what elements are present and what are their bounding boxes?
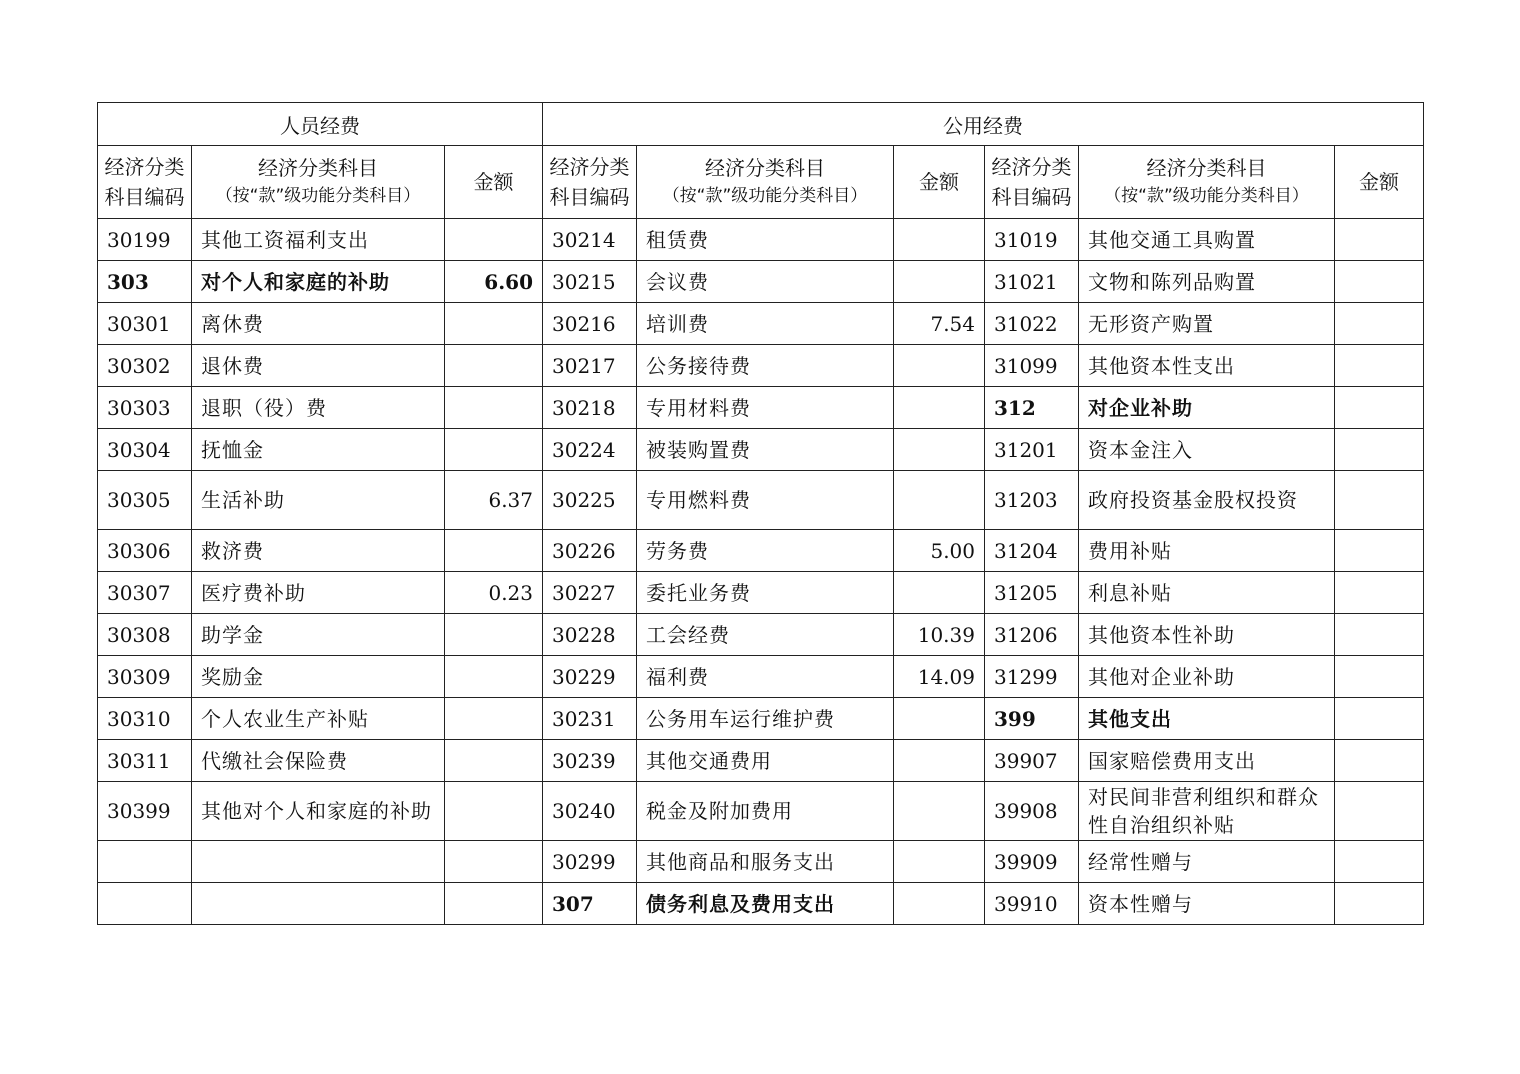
cell-amount	[894, 782, 985, 841]
cell-code: 30239	[543, 740, 637, 782]
cell-subject	[192, 841, 445, 883]
cell-code: 30229	[543, 656, 637, 698]
cell-subject: 其他对个人和家庭的补助	[192, 782, 445, 841]
cell-subject: 政府投资基金股权投资	[1079, 471, 1335, 530]
cell-code: 30399	[98, 782, 192, 841]
cell-amount	[445, 740, 543, 782]
cell-amount	[445, 530, 543, 572]
cell-code	[98, 841, 192, 883]
cell-subject: 其他商品和服务支出	[637, 841, 894, 883]
cell-amount	[445, 387, 543, 429]
table-row	[98, 471, 1424, 530]
cell-subject: 其他支出	[1079, 698, 1335, 740]
cell-code	[98, 883, 192, 925]
cell-subject: 退休费	[192, 345, 445, 387]
table-row	[98, 387, 1424, 429]
cell-amount	[894, 883, 985, 925]
budget-table	[97, 102, 1424, 925]
cell-subject: 资本性赠与	[1079, 883, 1335, 925]
cell-code: 31206	[985, 614, 1079, 656]
cell-subject: 退职（役）费	[192, 387, 445, 429]
header-subject: 经济分类科目 （按“款”级功能分类科目）	[637, 146, 894, 219]
cell-amount: 5.00	[894, 530, 985, 572]
cell-subject: 生活补助	[192, 471, 445, 530]
cell-code: 30309	[98, 656, 192, 698]
table-row	[98, 698, 1424, 740]
cell-subject: 经常性赠与	[1079, 841, 1335, 883]
cell-code: 31021	[985, 261, 1079, 303]
cell-subject: 其他资本性支出	[1079, 345, 1335, 387]
cell-subject: 奖励金	[192, 656, 445, 698]
cell-code: 30225	[543, 471, 637, 530]
cell-amount	[894, 698, 985, 740]
cell-subject: 救济费	[192, 530, 445, 572]
cell-code: 31299	[985, 656, 1079, 698]
cell-amount	[1335, 883, 1424, 925]
cell-subject: 个人农业生产补贴	[192, 698, 445, 740]
table-row	[98, 572, 1424, 614]
table-row	[98, 841, 1424, 883]
table-row	[98, 261, 1424, 303]
table-row	[98, 782, 1424, 841]
header-subject: 经济分类科目 （按“款”级功能分类科目）	[1079, 146, 1335, 219]
cell-code: 30199	[98, 219, 192, 261]
cell-subject: 工会经费	[637, 614, 894, 656]
cell-code: 30228	[543, 614, 637, 656]
cell-amount	[1335, 387, 1424, 429]
cell-amount	[1335, 614, 1424, 656]
cell-amount	[445, 219, 543, 261]
table-row	[98, 740, 1424, 782]
cell-code: 399	[985, 698, 1079, 740]
cell-subject: 其他资本性补助	[1079, 614, 1335, 656]
cell-subject: 培训费	[637, 303, 894, 345]
cell-code: 30304	[98, 429, 192, 471]
cell-code: 30224	[543, 429, 637, 471]
cell-amount	[1335, 471, 1424, 530]
cell-amount	[1335, 740, 1424, 782]
cell-amount	[894, 841, 985, 883]
table-row	[98, 883, 1424, 925]
cell-amount	[1335, 219, 1424, 261]
cell-subject: 对个人和家庭的补助	[192, 261, 445, 303]
cell-subject: 国家赔偿费用支出	[1079, 740, 1335, 782]
cell-amount: 6.37	[445, 471, 543, 530]
cell-amount	[1335, 530, 1424, 572]
cell-amount	[445, 841, 543, 883]
cell-code: 303	[98, 261, 192, 303]
table-row	[98, 303, 1424, 345]
cell-code: 31204	[985, 530, 1079, 572]
cell-subject: 其他交通工具购置	[1079, 219, 1335, 261]
cell-code: 30227	[543, 572, 637, 614]
cell-amount	[894, 572, 985, 614]
cell-subject: 费用补贴	[1079, 530, 1335, 572]
cell-code: 31205	[985, 572, 1079, 614]
cell-subject: 福利费	[637, 656, 894, 698]
cell-subject: 其他交通费用	[637, 740, 894, 782]
cell-code: 30306	[98, 530, 192, 572]
cell-code: 31019	[985, 219, 1079, 261]
cell-amount	[894, 429, 985, 471]
cell-code: 30310	[98, 698, 192, 740]
cell-amount	[1335, 698, 1424, 740]
cell-amount	[445, 782, 543, 841]
cell-code: 30301	[98, 303, 192, 345]
cell-code: 30218	[543, 387, 637, 429]
cell-amount	[1335, 656, 1424, 698]
table-row	[98, 219, 1424, 261]
cell-subject: 助学金	[192, 614, 445, 656]
cell-subject: 委托业务费	[637, 572, 894, 614]
cell-amount	[445, 614, 543, 656]
cell-amount	[445, 303, 543, 345]
cell-code: 30303	[98, 387, 192, 429]
cell-amount	[1335, 429, 1424, 471]
table-row	[98, 614, 1424, 656]
cell-code: 39909	[985, 841, 1079, 883]
cell-code: 30215	[543, 261, 637, 303]
cell-subject: 代缴社会保险费	[192, 740, 445, 782]
cell-subject: 会议费	[637, 261, 894, 303]
cell-amount	[445, 698, 543, 740]
cell-subject: 劳务费	[637, 530, 894, 572]
header-code: 经济分类科目编码	[98, 146, 192, 219]
cell-amount	[445, 656, 543, 698]
cell-subject: 对企业补助	[1079, 387, 1335, 429]
section-personnel: 人员经费	[98, 103, 543, 146]
table-body	[98, 219, 1424, 925]
cell-code: 30305	[98, 471, 192, 530]
cell-amount	[894, 345, 985, 387]
cell-code: 31099	[985, 345, 1079, 387]
cell-subject: 专用材料费	[637, 387, 894, 429]
cell-subject	[192, 883, 445, 925]
cell-code: 30299	[543, 841, 637, 883]
cell-amount	[1335, 782, 1424, 841]
cell-code: 30240	[543, 782, 637, 841]
cell-subject: 税金及附加费用	[637, 782, 894, 841]
cell-subject: 医疗费补助	[192, 572, 445, 614]
cell-code: 30226	[543, 530, 637, 572]
cell-subject: 其他对企业补助	[1079, 656, 1335, 698]
cell-amount	[1335, 303, 1424, 345]
cell-code: 307	[543, 883, 637, 925]
cell-code: 30217	[543, 345, 637, 387]
cell-amount	[1335, 261, 1424, 303]
cell-amount	[894, 740, 985, 782]
cell-code: 39907	[985, 740, 1079, 782]
table-row	[98, 345, 1424, 387]
header-amount: 金额	[445, 146, 543, 219]
cell-subject: 对民间非营利组织和群众性自治组织补贴	[1079, 782, 1335, 841]
cell-code: 30231	[543, 698, 637, 740]
cell-code: 31022	[985, 303, 1079, 345]
cell-code: 30302	[98, 345, 192, 387]
cell-code: 31201	[985, 429, 1079, 471]
cell-amount	[1335, 841, 1424, 883]
table-row	[98, 429, 1424, 471]
cell-code: 30311	[98, 740, 192, 782]
cell-subject: 租赁费	[637, 219, 894, 261]
cell-code: 39910	[985, 883, 1079, 925]
cell-subject: 资本金注入	[1079, 429, 1335, 471]
cell-code: 30216	[543, 303, 637, 345]
table-row	[98, 656, 1424, 698]
cell-subject: 债务利息及费用支出	[637, 883, 894, 925]
cell-subject: 其他工资福利支出	[192, 219, 445, 261]
cell-amount	[445, 429, 543, 471]
header-amount: 金额	[894, 146, 985, 219]
header-code: 经济分类科目编码	[543, 146, 637, 219]
cell-amount	[894, 387, 985, 429]
cell-subject: 公务接待费	[637, 345, 894, 387]
cell-subject: 抚恤金	[192, 429, 445, 471]
cell-subject: 公务用车运行维护费	[637, 698, 894, 740]
cell-amount: 14.09	[894, 656, 985, 698]
cell-subject: 利息补贴	[1079, 572, 1335, 614]
cell-subject: 离休费	[192, 303, 445, 345]
cell-amount	[1335, 572, 1424, 614]
section-public: 公用经费	[543, 103, 1424, 146]
cell-amount: 0.23	[445, 572, 543, 614]
cell-amount	[894, 219, 985, 261]
cell-code: 30307	[98, 572, 192, 614]
cell-subject: 文物和陈列品购置	[1079, 261, 1335, 303]
header-subject: 经济分类科目 （按“款”级功能分类科目）	[192, 146, 445, 219]
cell-amount	[894, 261, 985, 303]
cell-code: 39908	[985, 782, 1079, 841]
cell-code: 31203	[985, 471, 1079, 530]
header-code: 经济分类科目编码	[985, 146, 1079, 219]
cell-amount	[445, 883, 543, 925]
cell-amount	[1335, 345, 1424, 387]
cell-subject: 专用燃料费	[637, 471, 894, 530]
cell-amount: 7.54	[894, 303, 985, 345]
table-row	[98, 530, 1424, 572]
cell-amount: 10.39	[894, 614, 985, 656]
cell-amount	[894, 471, 985, 530]
cell-amount: 6.60	[445, 261, 543, 303]
cell-code: 30214	[543, 219, 637, 261]
cell-code: 30308	[98, 614, 192, 656]
cell-subject: 被装购置费	[637, 429, 894, 471]
cell-code: 312	[985, 387, 1079, 429]
cell-subject: 无形资产购置	[1079, 303, 1335, 345]
header-amount: 金额	[1335, 146, 1424, 219]
cell-amount	[445, 345, 543, 387]
